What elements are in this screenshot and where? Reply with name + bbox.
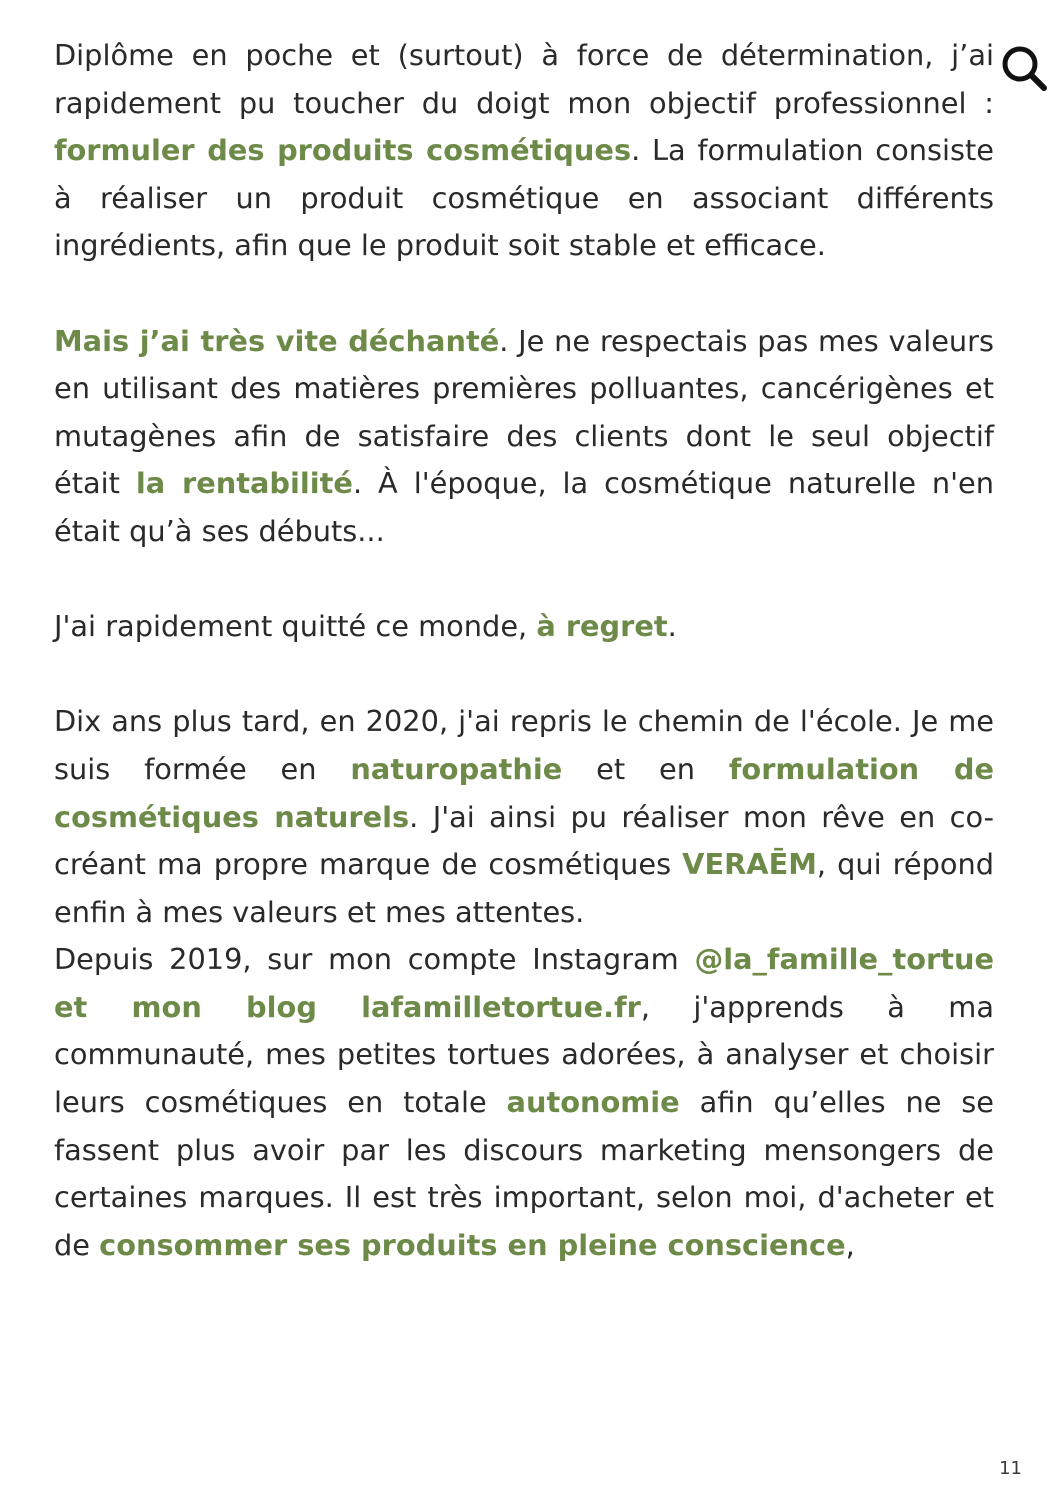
text-segment: et en: [562, 751, 729, 786]
highlighted-phrase: formuler des produits cosmétiques: [54, 133, 632, 168]
paragraph: [54, 32, 994, 270]
text-segment: J'ai rapidement quitté ce monde,: [54, 609, 537, 644]
text-segment: Diplôme en poche et (surtout) à force de détermination, j’ai rapidement pu toucher du doigt mon objectif professionnel :: [54, 38, 994, 120]
text-segment: , qui répond enfin à mes valeurs et mes attentes.: [54, 847, 994, 929]
paragraph: [54, 936, 994, 1269]
highlighted-phrase: consommer ses produits en pleine conscience: [99, 1227, 846, 1262]
text-segment: ,: [845, 1227, 855, 1262]
page-body: [54, 32, 994, 1269]
highlighted-phrase: formulation de cosmétiques naturels: [54, 751, 995, 834]
search-icon: [996, 38, 1050, 96]
highlighted-phrase: @la_famille_tortue et mon blog lafamilletortue.fr: [54, 942, 994, 1024]
brand-name: VERAĒM: [682, 847, 817, 882]
text-segment: . Je ne respectais pas mes valeurs en utilisant des matières premières polluantes, cancérigènes et mutagènes afin de satisfaire des clients dont le seul objectif était: [54, 323, 994, 501]
highlighted-phrase: Mais j’ai très vite déchanté: [54, 323, 500, 358]
text-segment: , j'apprends à ma communauté, mes petites tortues adorées, à analyser et choisir leurs cosmétiques en totale: [54, 989, 994, 1120]
text-segment: . À l'époque, la cosmétique naturelle n'en était qu’à ses débuts...: [54, 466, 994, 548]
text-segment: . J'ai ainsi pu réaliser mon rêve en co-créant ma propre marque de cosmétiques: [54, 799, 995, 882]
highlighted-phrase: naturopathie: [350, 751, 563, 786]
highlighted-phrase: à regret: [536, 609, 668, 644]
text-segment: .: [667, 609, 677, 644]
search-button[interactable]: [996, 38, 1050, 96]
paragraph: [54, 603, 994, 651]
text-segment: Dix ans plus tard, en 2020, j'ai repris le chemin de l'école. Je me suis formée en: [54, 704, 994, 786]
text-segment: . La formulation consiste à réaliser un produit cosmétique en associant différents ingrédients, afin que le produit soit stable et efficace.: [54, 133, 994, 263]
paragraph: [54, 318, 994, 556]
text-segment: afin qu’elles ne se fassent plus avoir par les discours marketing mensongers de certaines marques. Il est très important, selon moi, d'acheter et de: [54, 1085, 994, 1262]
paragraph: [54, 698, 994, 936]
highlighted-phrase: la rentabilité: [135, 466, 353, 501]
text-segment: Depuis 2019, sur mon compte Instagram: [54, 942, 695, 977]
page-number: 11: [999, 1458, 1022, 1479]
highlighted-phrase: autonomie: [506, 1085, 680, 1120]
